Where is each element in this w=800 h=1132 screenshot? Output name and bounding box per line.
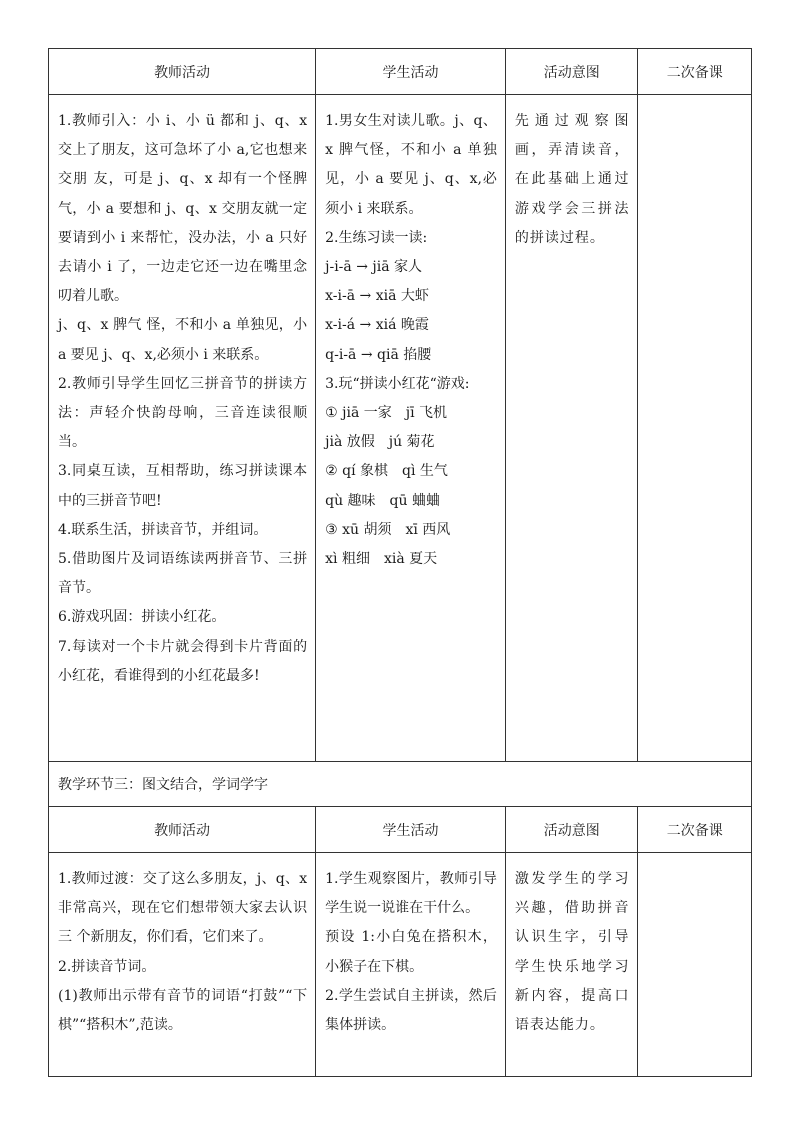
pinyin-line: qù 趣味 qū 蛐蛐 [325,492,440,509]
header-second-prep: 二次备课 [638,807,752,853]
header-student-activity: 学生活动 [316,807,506,853]
student-activity-cell [316,853,506,1077]
table-row [49,853,752,1077]
section-row [49,762,752,807]
student-step: 1.男女生对读儿歌。j、q、x 脾气怪，不和小 a 单独见，小 a 要见 j、q、x,必须小 i 来联系。 [325,113,497,217]
header-activity-intent: 活动意图 [505,49,638,95]
teacher-step: (1)教师出示带有音节的词语“打鼓”“下棋”“搭积木”,范读。 [58,987,308,1034]
teacher-step: 3.同桌互读，互相帮助，练习拼读课本中的三拼音节吧! [58,463,308,509]
pinyin-line: j-i-ā → jiā 家人 [325,259,422,276]
student-activity-cell [316,95,506,762]
teacher-activity-cell [49,95,316,762]
activity-intent-cell [505,853,638,1077]
intent-text: 激发学生的学习兴趣，借助拼音认识生字，引导学生快乐地学习新内容，提高口语表达能力。 [514,871,630,1034]
table-header-row [49,49,752,95]
table-header-row [49,807,752,853]
teacher-step: 5.借助图片及词语练读两拼音节、三拼音节。 [58,551,308,597]
activity-intent-cell [505,95,638,762]
intent-text: 先通过观察图画，弄清读音，在此基础上通过游戏学会三拼法的拼读过程。 [514,113,630,246]
pinyin-line: xì 粗细 xià 夏天 [325,551,438,568]
teacher-step: 6.游戏巩固：拼读小红花。 [58,609,226,626]
pinyin-line: jià 放假 jú 菊花 [325,434,435,451]
student-step: 预设 1:小白兔在搭积木，小猴子在下棋。 [325,929,497,975]
teacher-step: 4.联系生活，拼读音节，并组词。 [58,521,268,538]
pinyin-line: ① jiā 一家 jī 飞机 [325,405,448,422]
second-prep-cell [638,95,752,762]
student-step: 3.玩“拼读小红花“游戏: [325,375,470,392]
teacher-step: 2.拼读音节词。 [58,958,156,975]
header-teacher-activity: 教师活动 [49,807,316,853]
student-step: 1.学生观察图片，教师引导学生说一说谁在干什么。 [325,871,497,917]
teacher-step: 1.教师引入：小 i、小 ü 都和 j、q、x 交上了朋友，这可急坏了小 a,它也想来交朋 友，可是 j、q、x 却有一个怪脾气，小 a 要想和 j、q、x 交朋友就一定要请到小 i 来帮忙，没办法，小 a 只好去请小 i 了，一边走它还一边在嘴里念叨着儿歌。 [58,113,308,305]
teacher-step: 7.每读对一个卡片就会得到卡片背面的小红花，看谁得到的小红花最多! [58,638,308,684]
teacher-activity-cell [49,853,316,1077]
pinyin-line: x-i-á → xiá 晚霞 [325,317,429,334]
section-title: 教学环节三：图文结合，学词学字 [49,762,752,807]
student-step: 2.生练习读一读: [325,229,428,246]
pinyin-line: ② qí 象棋 qì 生气 [325,463,448,480]
teacher-step: 1.教师过渡：交了这么多朋友，j、q、x 非常高兴，现在它们想带领大家去认识三 个新朋友，你们看，它们来了。 [58,871,308,946]
header-teacher-activity: 教师活动 [49,49,316,95]
header-second-prep: 二次备课 [638,49,752,95]
student-step: 2.学生尝试自主拼读，然后集体拼读。 [325,987,497,1034]
pinyin-line: ③ xū 胡须 xī 西风 [325,521,451,538]
header-activity-intent: 活动意图 [505,807,638,853]
teacher-step: 2.教师引导学生回忆三拼音节的拼读方法：声轻介快韵母响，三音连读很顺当。 [58,375,308,451]
pinyin-line: q-i-ā → qiā 掐腰 [325,346,432,363]
lesson-plan-table [48,48,752,1077]
table-row [49,95,752,762]
second-prep-cell [638,853,752,1077]
header-student-activity: 学生活动 [316,49,506,95]
pinyin-line: x-i-ā → xiā 大虾 [325,288,429,305]
teacher-step: j、q、x 脾气 怪，不和小 a 单独见，小 a 要见 j、q、x,必须小 i 来联系。 [58,317,308,363]
